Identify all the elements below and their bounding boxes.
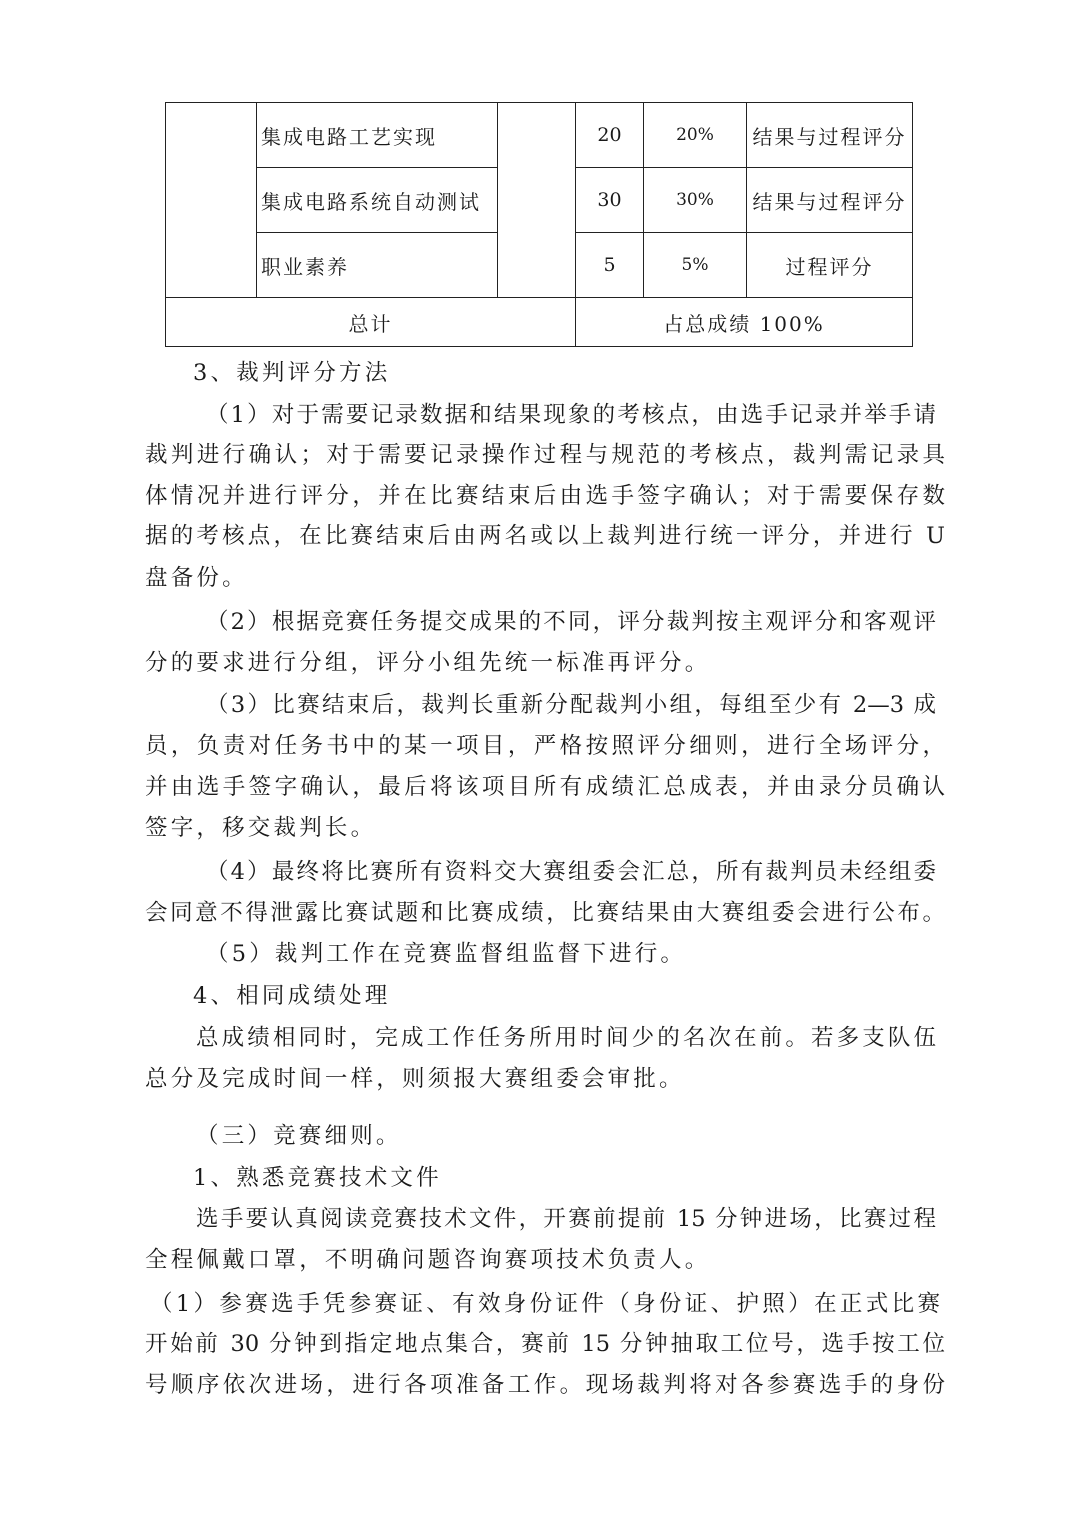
item-cell: 集成电路工艺实现: [257, 103, 498, 168]
paragraph-line: 全程佩戴口罩，不明确问题咨询赛项技术负责人。: [145, 1247, 711, 1273]
percent-cell: 20%: [644, 103, 747, 168]
paragraph-line: （3）比赛结束后，裁判长重新分配裁判小组，每组至少有 2—3 成: [206, 692, 936, 718]
total-value-cell: 占总成绩 100%: [576, 298, 913, 347]
paragraph-line: 签字，移交裁判长。: [145, 815, 377, 841]
section-heading: 3、裁判评分方法: [193, 360, 391, 386]
paragraph-line: （1）对于需要记录数据和结果现象的考核点，由选手记录并举手请: [206, 402, 936, 428]
paragraph-line: 号顺序依次进场，进行各项准备工作。现场裁判将对各参赛选手的身份: [145, 1372, 945, 1398]
paragraph-line: （5）裁判工作在竞赛监督组监督下进行。: [206, 941, 687, 967]
item-cell: 职业素养: [257, 233, 498, 298]
paragraph-line: 盘备份。: [145, 565, 248, 591]
category-cell: [166, 103, 257, 298]
paragraph-line: 总分及完成时间一样，则须报大赛组委会审批。: [145, 1066, 685, 1092]
item-cell: 集成电路系统自动测试: [257, 168, 498, 233]
paragraph-line: 总成绩相同时，完成工作任务所用时间少的名次在前。若多支队伍: [196, 1025, 936, 1051]
section-heading: 4、相同成绩处理: [193, 983, 391, 1009]
method-cell: 过程评分: [747, 233, 913, 298]
paragraph-line: 据的考核点，在比赛结束后由两名或以上裁判进行统一评分，并进行 U: [145, 523, 945, 549]
paragraph-line: 体情况并进行评分，并在比赛结束后由选手签字确认；对于需要保存数: [145, 483, 945, 509]
paragraph-line: （1）参赛选手凭参赛证、有效身份证件（身份证、护照）在正式比赛: [150, 1291, 940, 1317]
paragraph-line: 裁判进行确认；对于需要记录操作过程与规范的考核点，裁判需记录具: [145, 442, 945, 468]
paragraph-line: 会同意不得泄露比赛试题和比赛成绩，比赛结果由大赛组委会进行公布。: [145, 900, 945, 926]
section-heading: 1、熟悉竞赛技术文件: [193, 1165, 442, 1191]
paragraph-line: （4）最终将比赛所有资料交大赛组委会汇总，所有裁判员未经组委: [206, 859, 936, 885]
method-cell: 结果与过程评分: [747, 103, 913, 168]
percent-cell: 5%: [644, 233, 747, 298]
paragraph-line: 并由选手签字确认，最后将该项目所有成绩汇总成表，并由录分员确认: [145, 774, 945, 800]
table-row: [166, 103, 913, 168]
score-cell: 5: [576, 233, 644, 298]
percent-cell: 30%: [644, 168, 747, 233]
paragraph-line: （2）根据竞赛任务提交成果的不同，评分裁判按主观评分和客观评: [206, 609, 936, 635]
total-row: [166, 298, 913, 347]
paragraph-line: 员，负责对任务书中的某一项目，严格按照评分细则，进行全场评分，: [145, 733, 945, 759]
total-label-cell: 总计: [166, 298, 576, 347]
score-cell: 30: [576, 168, 644, 233]
score-cell: 20: [576, 103, 644, 168]
section-heading: （三）竞赛细则。: [196, 1123, 402, 1149]
paragraph-line: 选手要认真阅读竞赛技术文件，开赛前提前 15 分钟进场，比赛过程: [196, 1206, 936, 1232]
score-table: [165, 102, 913, 347]
paragraph-line: 分的要求进行分组，评分小组先统一标准再评分。: [145, 650, 711, 676]
method-cell: 结果与过程评分: [747, 168, 913, 233]
blank-cell: [498, 103, 576, 298]
paragraph-line: 开始前 30 分钟到指定地点集合，赛前 15 分钟抽取工位号，选手按工位: [145, 1331, 945, 1357]
